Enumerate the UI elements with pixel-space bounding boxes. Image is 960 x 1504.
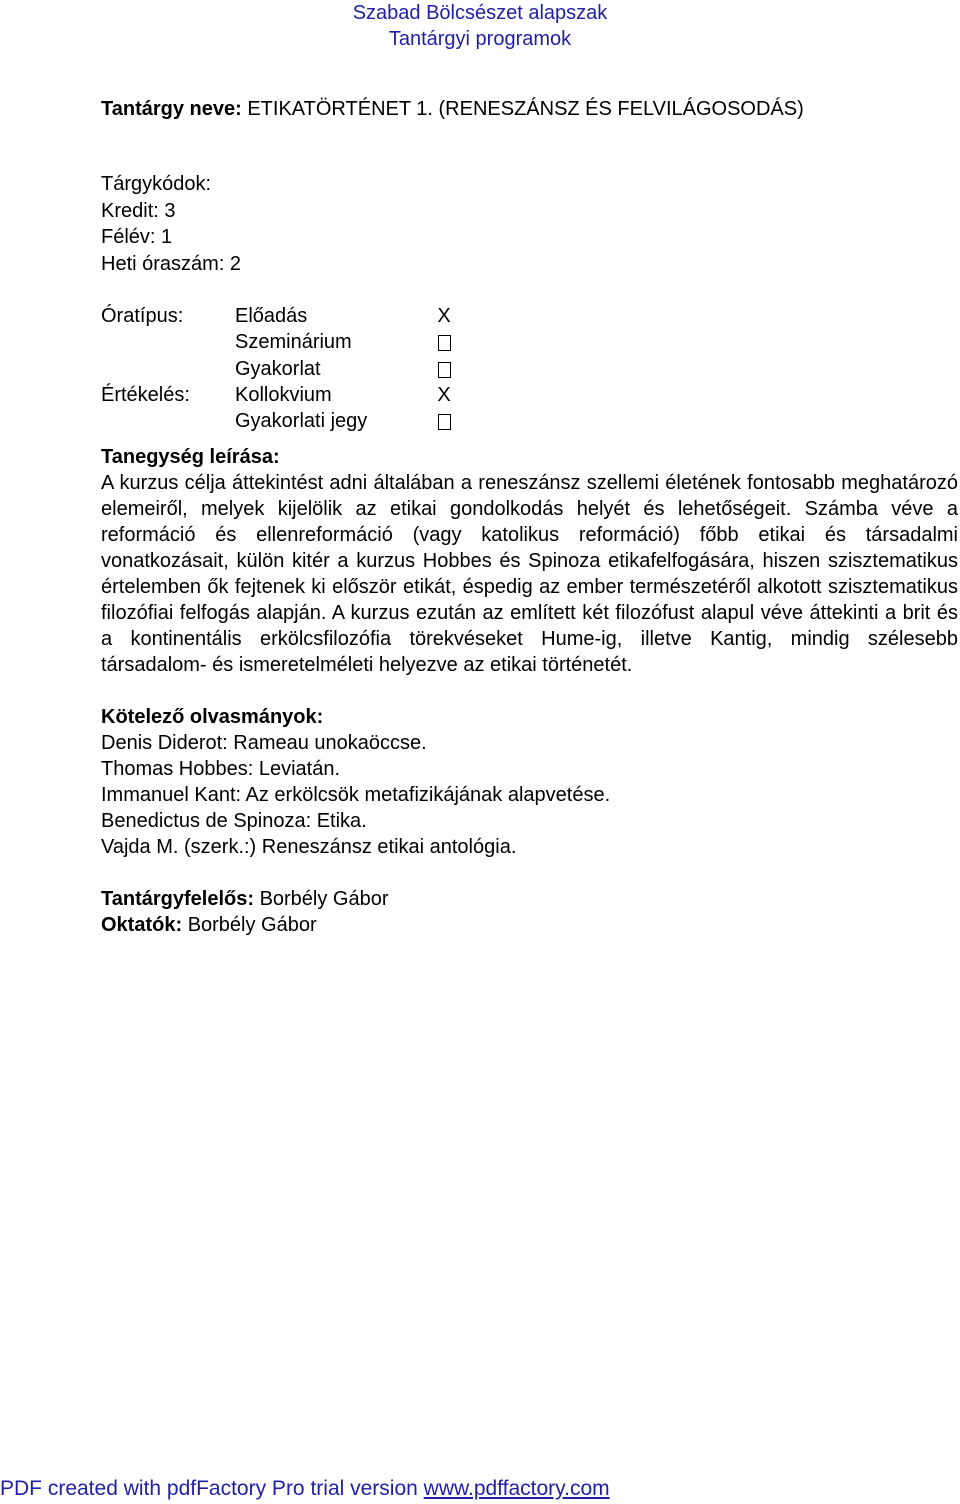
description-heading: Tanegység leírása: <box>101 446 280 469</box>
course-name-value: ETIKATÖRTÉNET 1. (RENESZÁNSZ ÉS FELVILÁGOSODÁS) <box>247 98 804 120</box>
reading-item: Denis Diderot: Rameau unokaöccse. <box>101 732 427 755</box>
reading-item: Vajda M. (szerk.:) Reneszánsz etikai antológia. <box>101 836 517 859</box>
type-row <box>101 356 958 382</box>
readings-section <box>101 704 958 860</box>
footer-link[interactable]: www.pdffactory.com <box>423 1477 610 1500</box>
reading-item: Thomas Hobbes: Leviatán. <box>101 758 341 781</box>
empty-checkbox-icon <box>434 329 454 358</box>
header-program: Szabad Bölcsészet alapszak <box>352 2 608 24</box>
type-option: Gyakorlati jegy <box>235 410 368 433</box>
type-row <box>101 382 958 408</box>
class-type-table <box>101 303 958 434</box>
check-mark: X <box>437 305 451 327</box>
type-row <box>101 408 958 434</box>
course-credit: Kredit: 3 <box>101 199 176 222</box>
type-row <box>101 303 958 329</box>
footer-text: PDF created with pdfFactory Pro trial version <box>0 1477 424 1500</box>
description-text: A kurzus célja áttekintést adni általában a reneszánsz szellemi életének fontosabb meghatározó elemeiről, melyek kijelölik az etikai gondolkodás helyét és lehetőségeit. Számba véve a reformáció és ellenreformáció (vagy katolikus reformáció) főbb etikai és társadalmi vonatkozásait, külön kitér a kurzus Hobbes és Spinoza etikafelfogására, hiszen szisztematikus értelemben ők fejtenek ki először etikát, éspedig az ember természetéről alkotott szisztematikus filozófiai felfogás alapján. A kurzus ezután az említett két filozófust alapul véve áttekinti a brit és a kontinentális erkölcsfilozófia törekvéseket Hume-ig, illetve Kantig, mindig szélesebb társadalom- és ismeretelméleti helyezve az etikai történetét. <box>101 472 958 677</box>
responsible-row <box>101 886 958 912</box>
staff-section <box>101 886 958 938</box>
reading-item: Immanuel Kant: Az erkölcsök metafizikájának alapvetése. <box>101 784 611 807</box>
type-option: Gyakorlat <box>235 357 321 380</box>
header-subtitle: Tantárgyi programok <box>388 28 572 50</box>
teachers-label: Oktatók: <box>101 914 183 937</box>
course-code: Tárgykódok: <box>101 173 212 195</box>
course-meta <box>101 171 958 277</box>
teachers-value: Borbély Gábor <box>187 914 317 937</box>
type-option: Előadás <box>235 305 308 327</box>
description-section <box>101 444 958 678</box>
ertekeles-label: Értékelés: <box>101 383 190 406</box>
type-option: Szeminárium <box>235 331 352 354</box>
oratipus-label: Óratípus: <box>101 305 184 327</box>
responsible-label: Tantárgyfelelős: <box>101 888 254 911</box>
course-hours: Heti óraszám: 2 <box>101 252 242 275</box>
course-document <box>101 92 958 938</box>
readings-heading: Kötelező olvasmányok: <box>101 706 324 729</box>
course-semester: Félév: 1 <box>101 226 173 248</box>
teachers-row <box>101 912 958 938</box>
responsible-value: Borbély Gábor <box>259 888 389 911</box>
course-title <box>101 92 958 126</box>
empty-checkbox-icon <box>434 356 454 385</box>
type-row <box>101 329 958 355</box>
type-option: Kollokvium <box>235 383 332 406</box>
reading-item: Benedictus de Spinoza: Etika. <box>101 810 367 833</box>
page-header <box>0 0 960 52</box>
course-name-label: Tantárgy neve: <box>101 98 242 120</box>
empty-checkbox-icon <box>434 408 454 437</box>
check-mark: X <box>437 383 451 406</box>
pdf-footer <box>0 1474 610 1504</box>
